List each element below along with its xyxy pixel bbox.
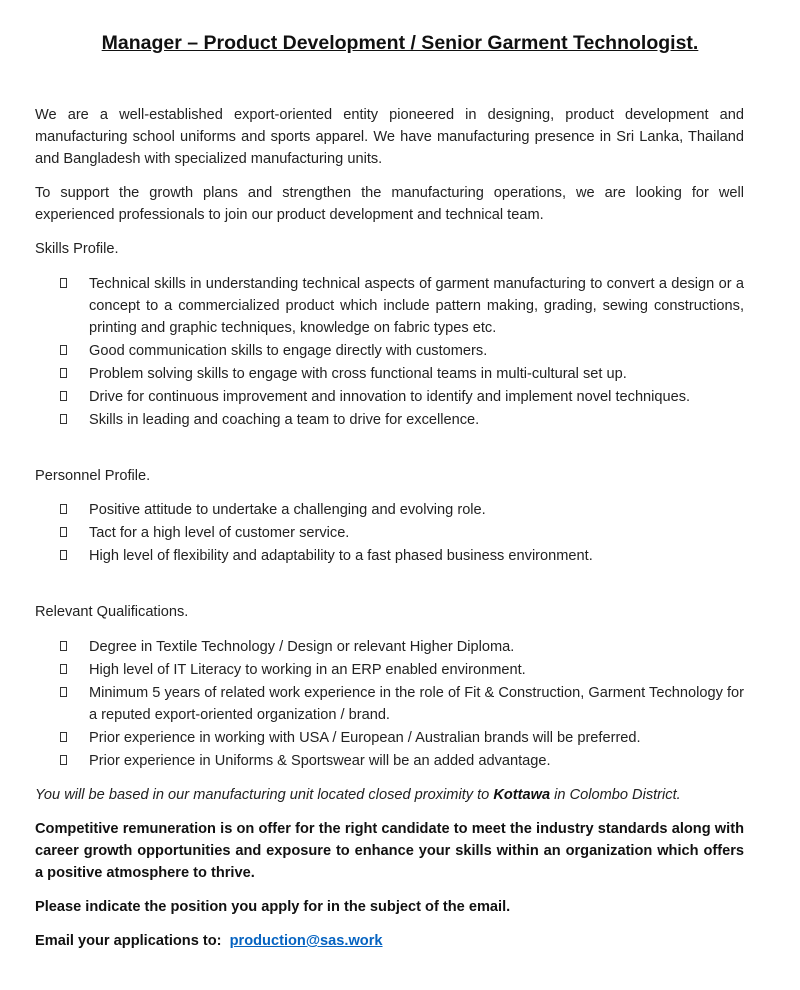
location-place: Kottawa	[493, 787, 551, 803]
skills-item-text: Skills in leading and coaching a team to drive for excellence.	[89, 412, 480, 428]
skills-list-item	[35, 340, 744, 362]
intro-text-2: To support the growth plans and strengthen the manufacturing operations, we are looking for well experienced professionals to join our product development and technical team.	[35, 185, 744, 223]
bullet-box-icon	[60, 504, 67, 514]
intro-paragraph-1	[35, 104, 744, 170]
email-link[interactable]: production@sas.work	[229, 933, 383, 949]
location-text	[35, 784, 744, 806]
qualifications-list-item	[35, 682, 744, 726]
personnel-list-item	[35, 522, 744, 544]
qualifications-heading-block	[35, 601, 744, 623]
location-text-after: in Colombo District.	[550, 787, 681, 803]
personnel-list-item	[35, 499, 744, 521]
bullet-box-icon	[60, 732, 67, 742]
email-paragraph	[35, 930, 744, 952]
qualifications-list-item	[35, 636, 744, 658]
qualifications-list-item	[35, 727, 744, 749]
page-title: Manager – Product Development / Senior Garment Technologist.	[101, 32, 699, 54]
skills-item-text: Drive for continuous improvement and innovation to identify and implement novel techniques.	[89, 389, 691, 405]
skills-list-item	[35, 363, 744, 385]
skills-item-text: Problem solving skills to engage with cross functional teams in multi-cultural set up.	[89, 366, 627, 382]
bullet-box-icon	[60, 278, 67, 288]
bullet-box-icon	[60, 345, 67, 355]
subject-note-paragraph	[35, 896, 744, 918]
skills-heading-block	[35, 238, 744, 260]
personnel-heading-block	[35, 465, 744, 487]
bullet-box-icon	[60, 641, 67, 651]
skills-list	[35, 273, 744, 432]
qualifications-item-text: Minimum 5 years of related work experience in the role of Fit & Construction, Garment Technology for a reputed export-oriented organization / brand.	[89, 685, 744, 723]
skills-item-text: Good communication skills to engage directly with customers.	[89, 343, 488, 359]
bullet-box-icon	[60, 664, 67, 674]
bullet-box-icon	[60, 527, 67, 537]
bullet-box-icon	[60, 368, 67, 378]
intro-text-1: We are a well-established export-oriented entity pioneered in designing, product development and manufacturing school uniforms and sports apparel. We have manufacturing presence in Sri Lanka, Thailand and Bangladesh with specialized manufacturing units.	[35, 107, 744, 167]
qualifications-item-text: Prior experience in Uniforms & Sportswear will be an added advantage.	[89, 753, 551, 769]
personnel-list-item	[35, 545, 744, 567]
skills-list-item	[35, 273, 744, 339]
skills-heading: Skills Profile.	[35, 241, 119, 257]
bullet-box-icon	[60, 755, 67, 765]
remuneration-text: Competitive remuneration is on offer for the right candidate to meet the industry standards along with career growth opportunities and exposure to enhance your skills within an organization which offers a positive atmosphere to thrive.	[35, 821, 744, 881]
qualifications-list-item	[35, 659, 744, 681]
qualifications-list	[35, 636, 744, 773]
qualifications-heading: Relevant Qualifications.	[35, 604, 189, 620]
qualifications-item-text: Prior experience in working with USA / European / Australian brands will be preferred.	[89, 730, 641, 746]
skills-list-item	[35, 409, 744, 431]
bullet-box-icon	[60, 414, 67, 424]
location-paragraph	[35, 784, 744, 806]
personnel-item-text: Tact for a high level of customer service.	[89, 525, 350, 541]
intro-paragraph-2	[35, 182, 744, 226]
personnel-list	[35, 499, 744, 568]
personnel-heading: Personnel Profile.	[35, 468, 151, 484]
skills-item-text: Technical skills in understanding technical aspects of garment manufacturing to convert a design or a concept to a commercialized product which include pattern making, grading, sewing constructions, printing and graphic techniques, knowledge on fabric types etc.	[89, 276, 744, 336]
skills-list-item	[35, 386, 744, 408]
qualifications-item-text: Degree in Textile Technology / Design or relevant Higher Diploma.	[89, 639, 515, 655]
bullet-box-icon	[60, 550, 67, 560]
personnel-item-text: Positive attitude to undertake a challenging and evolving role.	[89, 502, 486, 518]
email-label: Email your applications to:	[35, 933, 222, 949]
qualifications-item-text: High level of IT Literacy to working in an ERP enabled environment.	[89, 662, 526, 678]
subject-note-text: Please indicate the position you apply for in the subject of the email.	[35, 899, 511, 915]
remuneration-paragraph	[35, 818, 744, 884]
qualifications-list-item	[35, 750, 744, 772]
location-text-before: You will be based in our manufacturing unit located closed proximity to	[35, 787, 494, 803]
personnel-item-text: High level of flexibility and adaptability to a fast phased business environment.	[89, 548, 593, 564]
bullet-box-icon	[60, 687, 67, 697]
bullet-box-icon	[60, 391, 67, 401]
email-line	[35, 930, 744, 952]
